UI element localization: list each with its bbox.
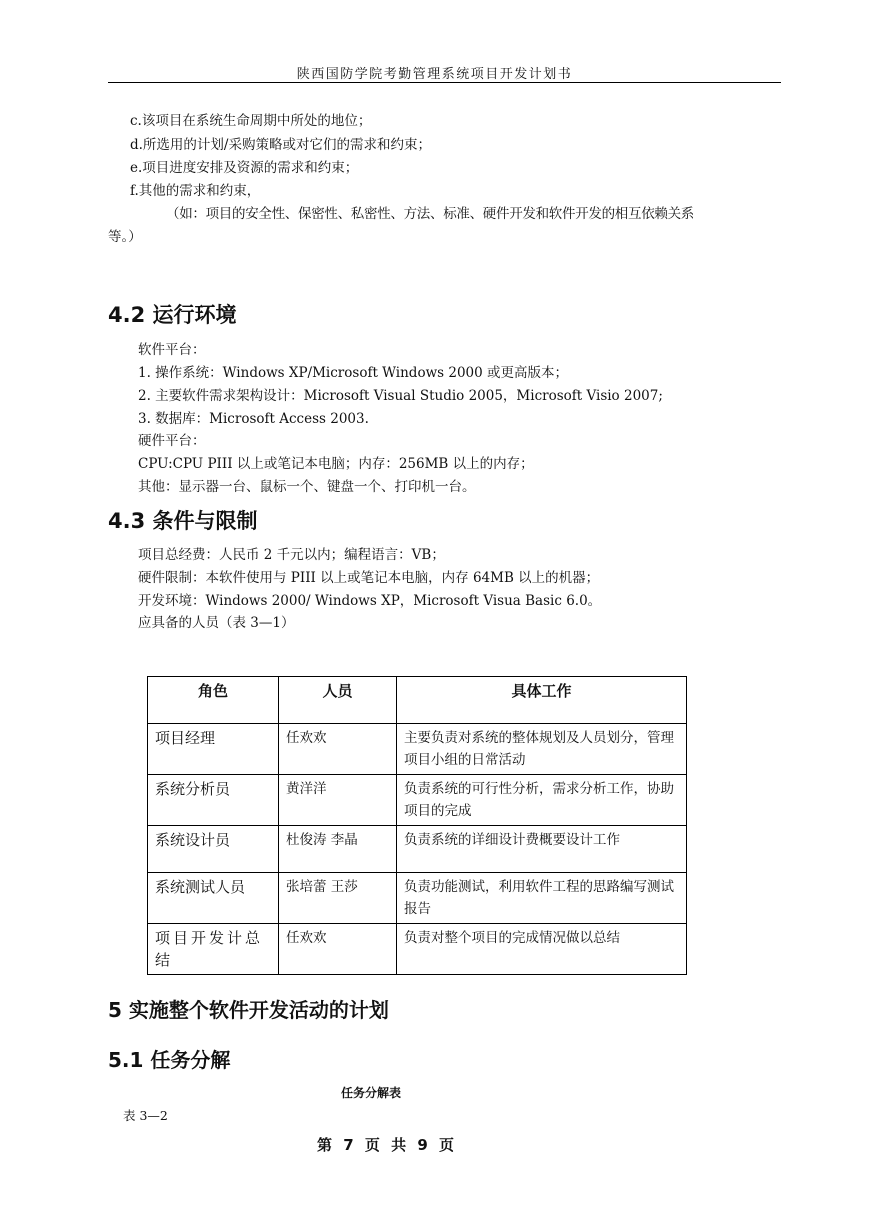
role-cell: 系统分析员 <box>148 775 279 826</box>
role-cell: 系统设计员 <box>148 826 279 873</box>
header-person: 人员 <box>279 677 397 724</box>
s42-line: 其他：显示器一台、鼠标一个、键盘一个、打印机一台。 <box>138 479 476 495</box>
person-cell: 黄洋洋 <box>279 775 397 826</box>
paragraph-line-1: （如：项目的安全性、保密性、私密性、方法、标准、硬件开发和软件开发的相互依赖关系 <box>166 206 694 222</box>
s42-line: 3. 数据库：Microsoft Access 2003. <box>138 411 369 427</box>
list-item-e: e.项目进度安排及资源的需求和约束； <box>130 160 359 176</box>
section-4-3-title: 4.3 条件与限制 <box>108 509 258 533</box>
table-row <box>148 826 687 873</box>
table-row <box>148 724 687 775</box>
role-cell: 项目经理 <box>148 724 279 775</box>
task-table-caption: 任务分解表 <box>341 1086 402 1100</box>
table-row <box>148 775 687 826</box>
list-item-c: c.该项目在系统生命周期中所处的地位； <box>130 113 372 129</box>
section-5-1-title: 5.1 任务分解 <box>108 1048 231 1072</box>
s43-line: 项目总经费：人民币 2 千元以内；编程语言：VB； <box>138 547 445 563</box>
table-row <box>148 873 687 924</box>
role-cell: 项目开发计总结 <box>148 924 279 975</box>
section-5-title: 5 实施整个软件开发活动的计划 <box>108 998 389 1022</box>
s43-line: 开发环境：Windows 2000/ Windows XP，Microsoft Visua Basic 6.0。 <box>138 593 602 609</box>
header-role: 角色 <box>148 677 279 724</box>
work-cell: 负责系统的可行性分析，需求分析工作，协助项目的完成 <box>397 775 687 826</box>
paragraph-line-2: 等。） <box>108 229 142 245</box>
person-cell: 任欢欢 <box>279 924 397 975</box>
list-item-d: d.所选用的计划/采购策略或对它们的需求和约束； <box>130 137 431 153</box>
s43-line: 应具备的人员（表 3—1） <box>138 615 295 631</box>
person-cell: 杜俊涛 李晶 <box>279 826 397 873</box>
role-cell: 系统测试人员 <box>148 873 279 924</box>
table-row <box>148 924 687 975</box>
s42-line: 1. 操作系统：Windows XP/Microsoft Windows 2000 或更高版本； <box>138 365 569 381</box>
s42-line: 硬件平台： <box>138 433 206 449</box>
s42-line: 2. 主要软件需求架构设计：Microsoft Visual Studio 2005，Microsoft Visio 2007; <box>138 388 663 404</box>
person-cell: 任欢欢 <box>279 724 397 775</box>
page-header: 陕西国防学院考勤管理系统项目开发计划书 <box>296 67 573 82</box>
header-work: 具体工作 <box>397 677 687 724</box>
work-cell: 负责对整个项目的完成情况做以总结 <box>397 924 687 975</box>
s43-line: 硬件限制：本软件使用与 PIII 以上或笔记本电脑，内存 64MB 以上的机器； <box>138 570 600 586</box>
person-cell: 张培蕾 王莎 <box>279 873 397 924</box>
header-rule <box>108 82 781 83</box>
s42-line: CPU:CPU PIII 以上或笔记本电脑；内存：256MB 以上的内存； <box>138 456 534 472</box>
work-cell: 负责功能测试，利用软件工程的思路编写测试报告 <box>397 873 687 924</box>
work-cell: 负责系统的详细设计费概要设计工作 <box>397 826 687 873</box>
s42-line: 软件平台： <box>138 342 206 358</box>
list-item-f: f.其他的需求和约束， <box>130 183 261 199</box>
work-cell: 主要负责对系统的整体规划及人员划分，管理项目小组的日常活动 <box>397 724 687 775</box>
section-4-2-title: 4.2 运行环境 <box>108 303 237 327</box>
page-footer: 第 7 页 共 9 页 <box>317 1136 457 1154</box>
task-table-label: 表 3—2 <box>123 1108 168 1123</box>
roles-table <box>147 676 687 975</box>
table-header-row <box>148 677 687 724</box>
